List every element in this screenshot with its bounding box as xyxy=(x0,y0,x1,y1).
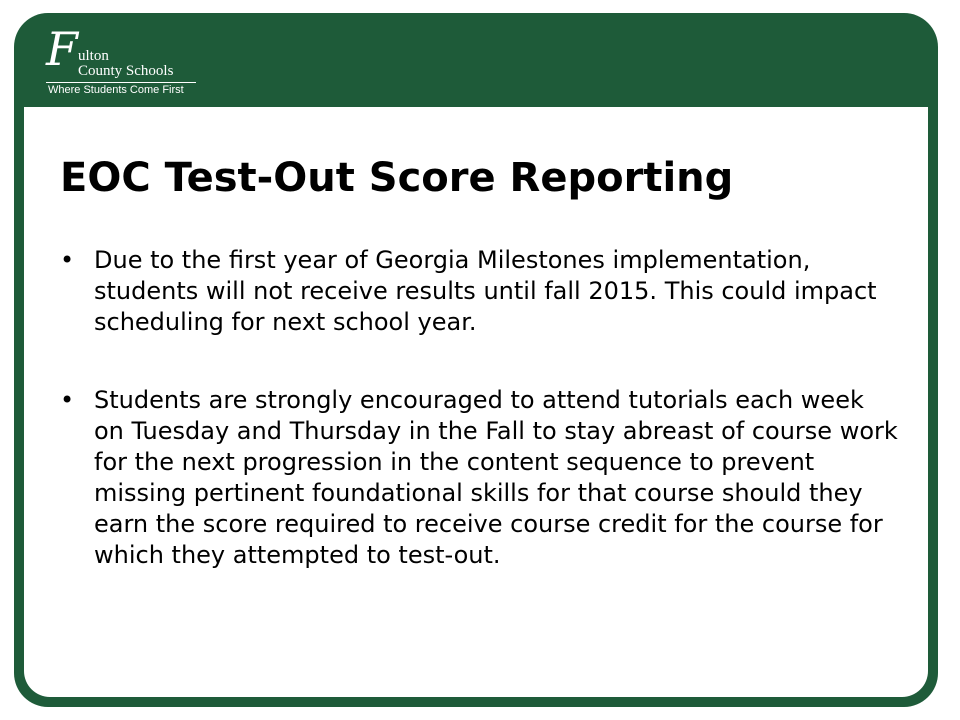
logo-line2: County Schools xyxy=(78,63,174,79)
bullet-item xyxy=(60,385,900,571)
logo-divider xyxy=(46,82,196,83)
logo-tagline: Where Students Come First xyxy=(48,84,184,96)
logo-line1: ulton xyxy=(78,48,109,64)
slide-title: EOC Test-Out Score Reporting xyxy=(60,155,734,201)
bullet-text: Due to the first year of Georgia Milestones implementation, students will not receive results until fall 2015. This could impact scheduling for next school year. xyxy=(94,246,877,336)
fulton-county-schools-logo xyxy=(44,22,204,98)
bullet-icon: • xyxy=(60,386,75,414)
bullet-list xyxy=(60,245,900,571)
bullet-text: Students are strongly encouraged to attend tutorials each week on Tuesday and Thursday in the Fall to stay abreast of course work for the next progression in the content sequence to prevent missing pertinent foundational skills for that course should they earn the score required to receive course credit for the course for which they attempted to test-out. xyxy=(94,386,898,569)
logo-letter: F xyxy=(46,22,78,76)
bullet-icon: • xyxy=(60,246,75,274)
bullet-item xyxy=(60,245,900,338)
